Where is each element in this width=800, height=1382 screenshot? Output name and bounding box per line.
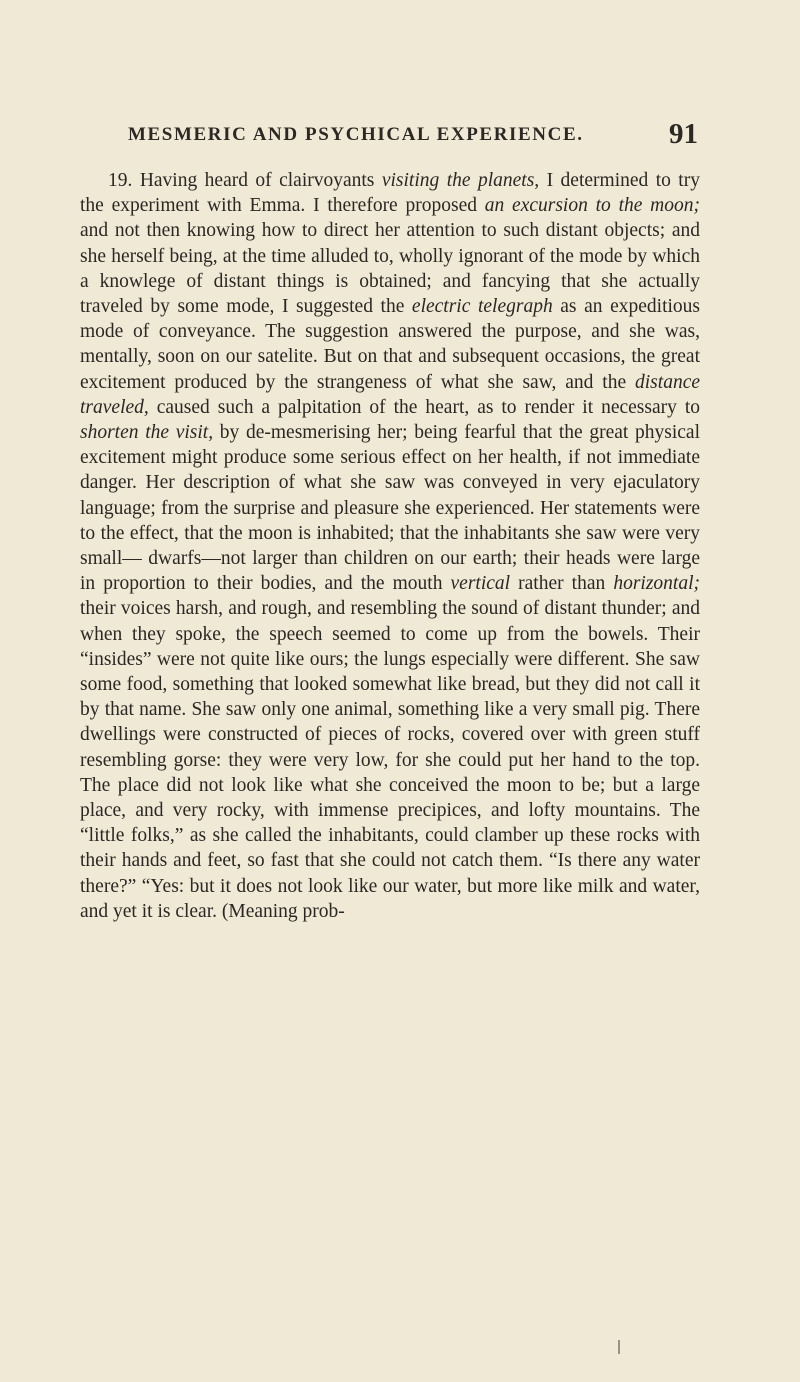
text-run: 19. Having heard of clairvoyants [108, 170, 382, 191]
text-run-italic: distance traveled, [80, 371, 700, 418]
running-head [128, 118, 698, 154]
running-head-title: MESMERIC AND PSYCHICAL EXPERIENCE. [128, 124, 584, 145]
text-run: their voices harsh, and rough, and resembling the sound of distant thunder; and when they spoke, the speech seemed to come up from the bowels. Their “insides” were not quite like ours; the lungs especially were different. She saw some food, something that looked somewhat like bread, but they did not call it by that name. She saw only one animal, something like a very small pig. There dwellings were constructed of pieces of rocks, covered over with green stuff resembling gorse: they were very low, for she could put her hand to the top. The place did not look like what she conceived the moon to be; but a large place, and very rocky, with immense precipices, and lofty mountains. The “little folks,” as she called the inhabitants, could clamber up these rocks with their hands and feet, so fast that she could not catch them. “Is there any water there?” “Yes: but it does not look like our water, but more like milk and water, and yet it is clear. (Meaning prob- [80, 598, 700, 922]
body-text [80, 168, 700, 924]
paragraph-19 [80, 168, 700, 924]
text-run: caused such a palpitation of the heart, as to render it necessary to [148, 396, 700, 418]
text-run-italic: electric telegraph [411, 296, 553, 318]
text-run: by de-mesmerising her; being fearful that the great physical excitement might produce some serious effect on her health, if not immediate danger. Her description of what she saw was conveyed in very ejaculatory language; from the surprise and pleasure she experienced. Her statements were to the effect, that the moon is inhabited; that the inhabitants she saw were very small— dwarfs—not larger than children on our earth; their heads were large in proportion to their bodies, and the mouth [80, 422, 700, 595]
text-run: rather than [510, 573, 614, 595]
text-run: and not then knowing how to direct her attention to such distant objects; and she herself being, at the time alluded to, wholly ignorant of the mode by which a knowlege of distant things is obtained; and fancying that she actually traveled by some mode, I suggested the [80, 220, 700, 318]
text-run: I determined to try the experiment with Emma. I therefore proposed [80, 170, 700, 217]
text-run-italic: visiting the planets, [381, 170, 540, 191]
text-run-italic: horizontal; [613, 573, 700, 595]
text-run-italic: an excursion to the moon; [484, 195, 700, 217]
stray-ink-mark [618, 1340, 620, 1354]
text-run: as an expeditious mode of conveyance. The suggestion answered the purpose, and she was, mentally, soon on our satelite. But on that and subsequent occasions, the great excitement produced by the strangeness of what she saw, and the [80, 296, 700, 393]
text-run-italic: vertical [450, 573, 511, 595]
text-run-italic: shorten the visit, [80, 422, 214, 444]
page-number: 91 [669, 118, 698, 150]
